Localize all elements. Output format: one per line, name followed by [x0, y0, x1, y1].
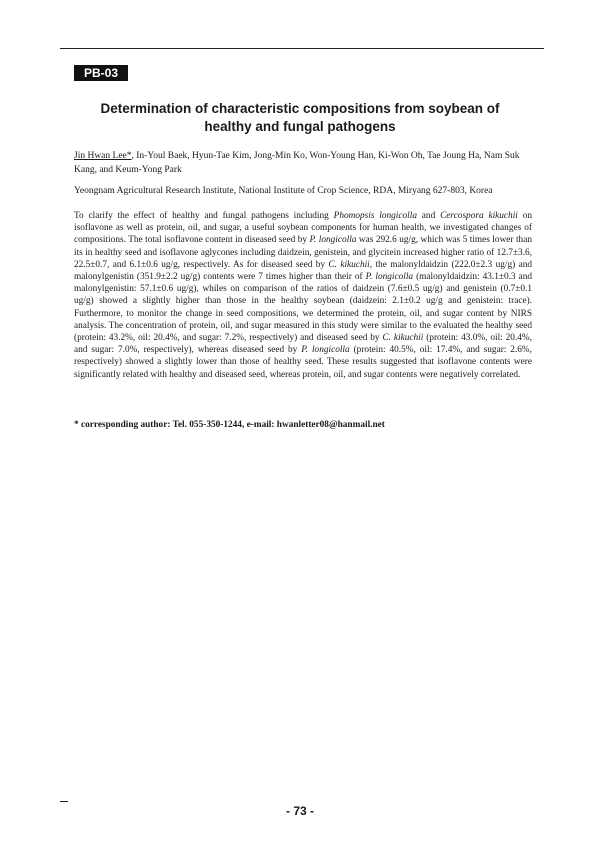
corresponding-author: * corresponding author: Tel. 055-350-1244, e-mail: hwanletter08@hanmail.net [74, 420, 385, 430]
abstract-text: (malonyldaidzin: 43.1±0.3 and malonylgenistin: 57.1±0.6 ug/g), whiles on comparison of the ratios of daidzein (7.6±0.5 ug/g) and genistein (0.7±0.1 ug/g) showed a slightly higher than those in the healthy soybean (daidzein: 2.1±0.2 ug/g and genistein: trace). Furthermore, to monitor the change in seed compositions, we determined the protein, oil, and sugar content by NIRS analysis. The concentration of protein, oil, and sugar measured in this study were similar to the evaluated the healthy seed (protein: 43.2%, oil: 20.4%, and sugar: 7.2%, respectively) and diseased seed by [74, 272, 532, 344]
lead-author: Jin Hwan Lee* [74, 151, 132, 161]
author-list [74, 149, 524, 177]
species-name: C. kikuchii [328, 259, 370, 270]
session-badge: PB-03 [74, 65, 128, 81]
species-name: C. kikuchii [382, 333, 424, 344]
abstract-text: , the malonyldaidzin (222.0±2.3 ug/g) and malonylgenistin (351.9±2.2 ug/g) contents were 7 times higher than their of [74, 259, 532, 283]
bottom-mark [60, 801, 68, 802]
abstract-text: was 292.6 ug/g, which was 5 times lower than its in healthy seed and isoflavone aglycones including daidzein, genistein, and glycitein increased higher ratio of 12.7±3.6, 22.5±0.7, and 6.1±0.6 ug/g, respectively. As for diseased seed by [74, 235, 532, 270]
abstract-body [74, 210, 532, 381]
species-name: P. longicolla [309, 235, 357, 246]
paper-title: Determination of characteristic compositions from soybean of healthy and fungal pathogens [100, 101, 500, 134]
abstract-text: (protein: 43.0%, oil: 20.4%, and sugar: 7.0%, respectively), whereas diseased seed by [74, 333, 532, 356]
species-name: Phomopsis longicolla [333, 211, 417, 221]
affiliation: Yeongnam Agricultural Research Institute, National Institute of Crop Science, RDA, Miryang 627-803, Korea [74, 186, 493, 196]
co-authors: , In-Youl Baek, Hyun-Tae Kim, Jong-Min Ko, Won-Young Han, Ki-Won Oh, Tae Joung Ha, Nam Suk Kang, and Keum-Yong Park [74, 151, 520, 175]
page-number: - 73 - [285, 804, 314, 818]
species-name: P. longicolla [365, 272, 414, 283]
species-name: P. longicolla [301, 345, 350, 356]
abstract-text: and [416, 211, 441, 221]
top-rule [60, 48, 544, 49]
abstract-text: (protein: 40.5%, oil: 17.4%, and sugar: 2.6%, respectively) showed a slightly lower than those of healthy seed. These results suggested that isoflavone contents were significantly related with healthy and diseased seed, whereas protein, oil, and sugar contents were negatively correlated. [74, 345, 532, 380]
abstract-text: on isoflavone as well as protein, oil, and sugar, a useful soybean components for human health, we investigated changes of compositions. The total isoflavone content in diseased seed by [74, 211, 532, 246]
species-name: Cercospora kikuchii [440, 211, 518, 221]
abstract-text: To clarify the effect of healthy and fungal pathogens including [74, 211, 334, 221]
